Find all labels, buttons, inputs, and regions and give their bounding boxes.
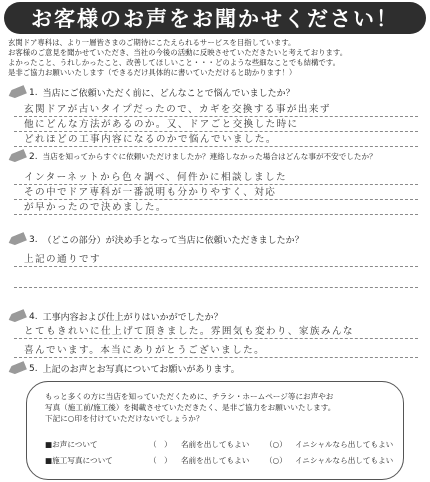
initial-option-label: イニシャルなら出してもよい (295, 456, 394, 465)
name-option-mark[interactable]: （ ） (149, 440, 172, 449)
intro-line: 玄関ドア専科は、より一層皆さまのご期待にこたえられるサービスを目指しています。 (8, 38, 296, 47)
answer-3 (14, 250, 418, 288)
name-option-label: 名前を出してもよい (181, 440, 250, 449)
handwritten-answer: が早かったので決めました。 (24, 202, 167, 213)
question-number: 4. (29, 311, 38, 322)
handwritten-answer: どれほどの工事内容になるのかで悩んでいました。 (24, 134, 277, 145)
handwritten-answer: とてもきれいに仕上げて頂きました。雰囲気も変わり、家族みんな (24, 326, 354, 337)
question-2 (8, 151, 377, 162)
consent-row-photo (45, 455, 393, 466)
handwritten-answer: 喜んでいます。本当にありがとうございました。 (24, 345, 266, 356)
handwritten-answer: 他にどんな方法があるのか。又、ドアごと交換した時に (24, 119, 299, 130)
request-box (26, 381, 404, 480)
request-line: 写真（施工前/施工後）を掲載させていただきたく、是非ご協力をお願いいたします。 (45, 403, 336, 412)
question-1 (8, 86, 295, 99)
intro-line: 是非ご協力お願いいたします（できるだけ具体的に書いていただけると助かります！） (8, 68, 297, 77)
question-number: 1. (29, 87, 38, 98)
question-number: 3. (29, 234, 38, 245)
pencil-icon (7, 361, 27, 376)
initial-option-mark[interactable]: （○） (265, 456, 287, 465)
name-option-label: 名前を出してもよい (181, 456, 250, 465)
question-number: 2. (29, 151, 38, 162)
answer-1 (14, 102, 418, 147)
intro-line: よかったこと、うれしかったこと、改善してほしいこと・・・どのような些細なことでも結構です。 (8, 58, 340, 67)
intro-text (8, 38, 424, 78)
question-text: 工事内容および仕上がりはいかがでしたか？ (42, 313, 223, 323)
intro-line: お客様のご意見を聞かせていただき、当社の今後の活動に反映させていただきたいと考えております。 (8, 48, 348, 57)
request-line: もっと多くの方に当店を知っていただくために、チラシ・ホームページ等にお声やお (45, 392, 334, 401)
answer-4 (14, 322, 418, 358)
question-text: 上記のお声とお写真についてお願いがあります。 (42, 365, 240, 375)
consent-row-voice (45, 439, 393, 450)
pencil-icon (7, 85, 27, 100)
question-number: 5. (29, 363, 38, 374)
name-option-mark[interactable]: （ ） (149, 456, 172, 465)
question-text: 当店にご依頼いただく前に、どんなことで悩んでいましたか？ (42, 89, 295, 99)
pencil-icon (7, 149, 27, 164)
question-3 (8, 233, 304, 246)
handwritten-answer: 玄関ドアが古いタイプだったので、カギを交換する事が出来ず (24, 104, 331, 115)
pencil-icon (7, 232, 27, 247)
handwritten-answer: 上記の通りです (24, 254, 101, 265)
initial-option-mark[interactable]: （○） (265, 440, 287, 449)
question-5 (8, 362, 240, 375)
question-text: 当店を知ってからすぐに依頼いただけましたか？連絡しなかった場合はどんな事が不安でしたか？ (42, 152, 377, 161)
question-text: （どこの部分）が決め手となって当店に依頼いただきましたか？ (42, 236, 304, 246)
header-banner (4, 2, 426, 34)
handwritten-answer: その中でドア専科が一番説明も分かりやすく、対応 (24, 187, 277, 198)
request-text (45, 391, 335, 424)
request-line: 下記に○印を付けていただけないでしょうか？ (45, 414, 204, 423)
row-label: ■お声について (45, 440, 98, 449)
page-title: お客様のお声をお聞かせください！ (31, 7, 399, 31)
row-label: ■施工写真について (45, 456, 113, 465)
answer-2 (14, 170, 418, 215)
initial-option-label: イニシャルなら出してもよい (295, 440, 394, 449)
handwritten-answer: インターネットから色々調べ、何件かに相談しました (24, 172, 287, 183)
